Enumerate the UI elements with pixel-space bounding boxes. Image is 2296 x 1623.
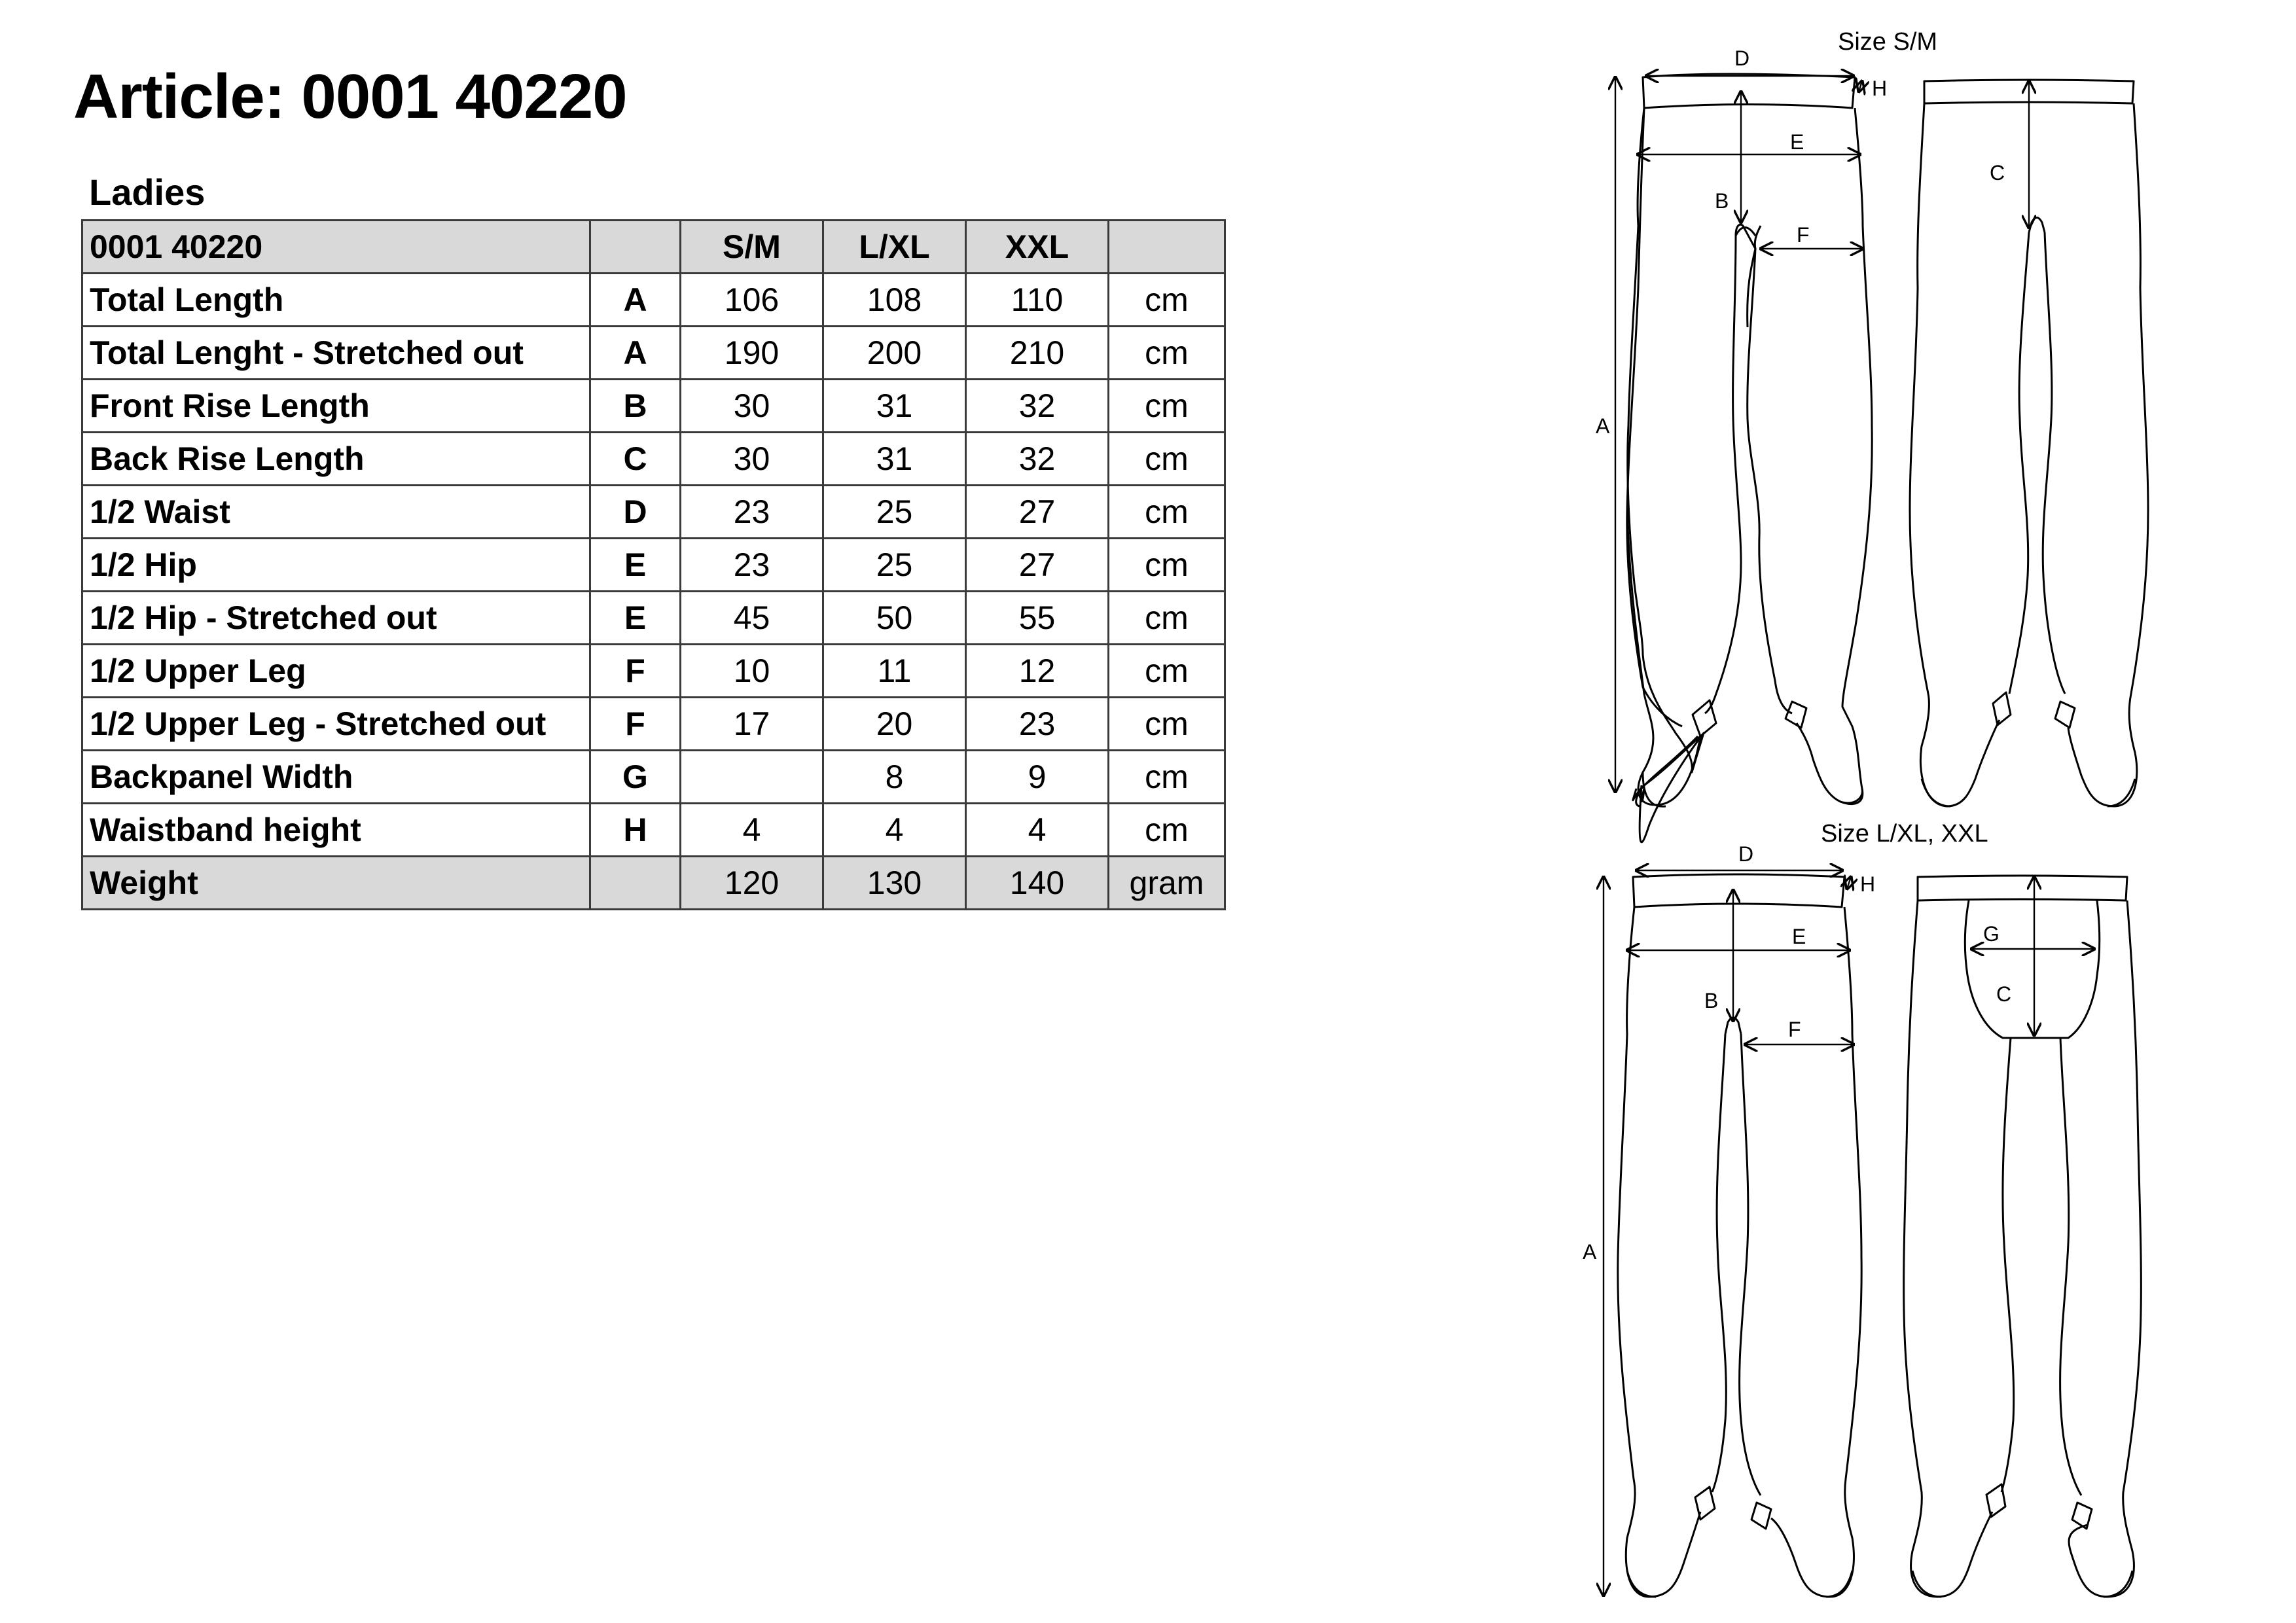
row-label: Waistband height xyxy=(82,804,590,857)
row-value-xxl: 12 xyxy=(966,645,1109,698)
row-value-sm: 17 xyxy=(681,698,823,751)
row-value-lxl: 20 xyxy=(823,698,966,751)
row-unit: cm xyxy=(1109,539,1225,592)
header-size-sm: S/M xyxy=(681,221,823,274)
footer-value-xxl: 140 xyxy=(966,857,1109,910)
row-unit: cm xyxy=(1109,327,1225,380)
row-code: H xyxy=(590,804,681,857)
row-value-xxl: 23 xyxy=(966,698,1109,751)
row-label: Backpanel Width xyxy=(82,751,590,804)
row-label: Front Rise Length xyxy=(82,380,590,433)
row-unit: cm xyxy=(1109,645,1225,698)
label-a-lxl: A xyxy=(1583,1240,1597,1264)
row-value-xxl: 32 xyxy=(966,433,1109,486)
row-code: G xyxy=(590,751,681,804)
row-value-lxl: 31 xyxy=(823,433,966,486)
diagram-caption-lxl: Size L/XL, XXL xyxy=(1821,820,1988,847)
label-a-sm: A xyxy=(1596,414,1610,438)
row-code: E xyxy=(590,592,681,645)
row-value-xxl: 27 xyxy=(966,539,1109,592)
label-h-lxl: H xyxy=(1860,872,1876,896)
row-value-xxl: 9 xyxy=(966,751,1109,804)
row-unit: cm xyxy=(1109,592,1225,645)
back-labels-lxl xyxy=(1983,922,2011,1006)
row-value-sm: 190 xyxy=(681,327,823,380)
row-unit: cm xyxy=(1109,698,1225,751)
row-value-sm: 45 xyxy=(681,592,823,645)
row-code: A xyxy=(590,274,681,327)
row-code: F xyxy=(590,645,681,698)
row-unit: cm xyxy=(1109,380,1225,433)
footer-value-lxl: 130 xyxy=(823,857,966,910)
label-c-sm: C xyxy=(1990,161,2005,185)
header-size-xxl: XXL xyxy=(966,221,1109,274)
row-value-xxl: 27 xyxy=(966,486,1109,539)
row-label: 1/2 Hip - Stretched out xyxy=(82,592,590,645)
row-value-lxl: 25 xyxy=(823,539,966,592)
row-value-lxl: 31 xyxy=(823,380,966,433)
row-value-sm: 106 xyxy=(681,274,823,327)
label-d-sm: D xyxy=(1734,46,1750,70)
footer-value-sm: 120 xyxy=(681,857,823,910)
label-d-lxl: D xyxy=(1738,842,1754,866)
label-c-lxl: C xyxy=(1996,982,2012,1006)
row-value-lxl: 4 xyxy=(823,804,966,857)
row-value-xxl: 210 xyxy=(966,327,1109,380)
label-e-lxl: E xyxy=(1792,925,1806,948)
row-value-xxl: 110 xyxy=(966,274,1109,327)
row-value-lxl: 8 xyxy=(823,751,966,804)
row-unit: cm xyxy=(1109,433,1225,486)
row-value-xxl: 55 xyxy=(966,592,1109,645)
row-value-xxl: 4 xyxy=(966,804,1109,857)
row-code: A xyxy=(590,327,681,380)
row-value-sm: 30 xyxy=(681,380,823,433)
row-unit: cm xyxy=(1109,486,1225,539)
back-view-lxl xyxy=(1904,876,2142,1597)
header-size-lxl: L/XL xyxy=(823,221,966,274)
label-b-sm: B xyxy=(1715,189,1729,213)
label-e-sm: E xyxy=(1790,130,1804,154)
header-article: 0001 40220 xyxy=(82,221,590,274)
row-label: Back Rise Length xyxy=(82,433,590,486)
row-unit: cm xyxy=(1109,751,1225,804)
footer-label: Weight xyxy=(82,857,590,910)
row-code: F xyxy=(590,698,681,751)
front-view-sm xyxy=(1627,74,1872,842)
section-subtitle: Ladies xyxy=(89,171,206,213)
row-value-sm: 10 xyxy=(681,645,823,698)
label-g-lxl: G xyxy=(1983,922,2000,946)
row-unit: cm xyxy=(1109,804,1225,857)
row-label: Total Length xyxy=(82,274,590,327)
row-value-lxl: 200 xyxy=(823,327,966,380)
label-h-sm: H xyxy=(1872,77,1888,100)
row-value-lxl: 11 xyxy=(823,645,966,698)
row-value-sm: 23 xyxy=(681,486,823,539)
front-dimensions-lxl xyxy=(1604,870,1854,1596)
row-label: 1/2 Upper Leg xyxy=(82,645,590,698)
row-code: D xyxy=(590,486,681,539)
front-dimensions-sm xyxy=(1615,76,1863,792)
row-code: C xyxy=(590,433,681,486)
footer-unit: gram xyxy=(1109,857,1225,910)
row-label: 1/2 Upper Leg - Stretched out xyxy=(82,698,590,751)
row-value-lxl: 108 xyxy=(823,274,966,327)
row-label: Total Lenght - Stretched out xyxy=(82,327,590,380)
label-f-lxl: F xyxy=(1788,1018,1801,1041)
row-value-sm: 23 xyxy=(681,539,823,592)
row-label: 1/2 Hip xyxy=(82,539,590,592)
diagram-caption-sm: Size S/M xyxy=(1838,28,1938,56)
diagram-size-lxl xyxy=(1583,820,2141,1597)
row-value-sm: 4 xyxy=(681,804,823,857)
row-value-sm: 30 xyxy=(681,433,823,486)
row-label: 1/2 Waist xyxy=(82,486,590,539)
row-code: B xyxy=(590,380,681,433)
row-value-lxl: 25 xyxy=(823,486,966,539)
row-value-lxl: 50 xyxy=(823,592,966,645)
label-f-sm: F xyxy=(1797,223,1810,247)
row-code: E xyxy=(590,539,681,592)
row-value-xxl: 32 xyxy=(966,380,1109,433)
front-view-lxl xyxy=(1618,874,1861,1597)
back-dimensions-lxl xyxy=(1971,877,2094,1035)
diagram-size-sm xyxy=(1596,28,2148,842)
row-unit: cm xyxy=(1109,274,1225,327)
label-b-lxl: B xyxy=(1704,989,1719,1012)
page-title: Article: 0001 40220 xyxy=(73,62,627,132)
